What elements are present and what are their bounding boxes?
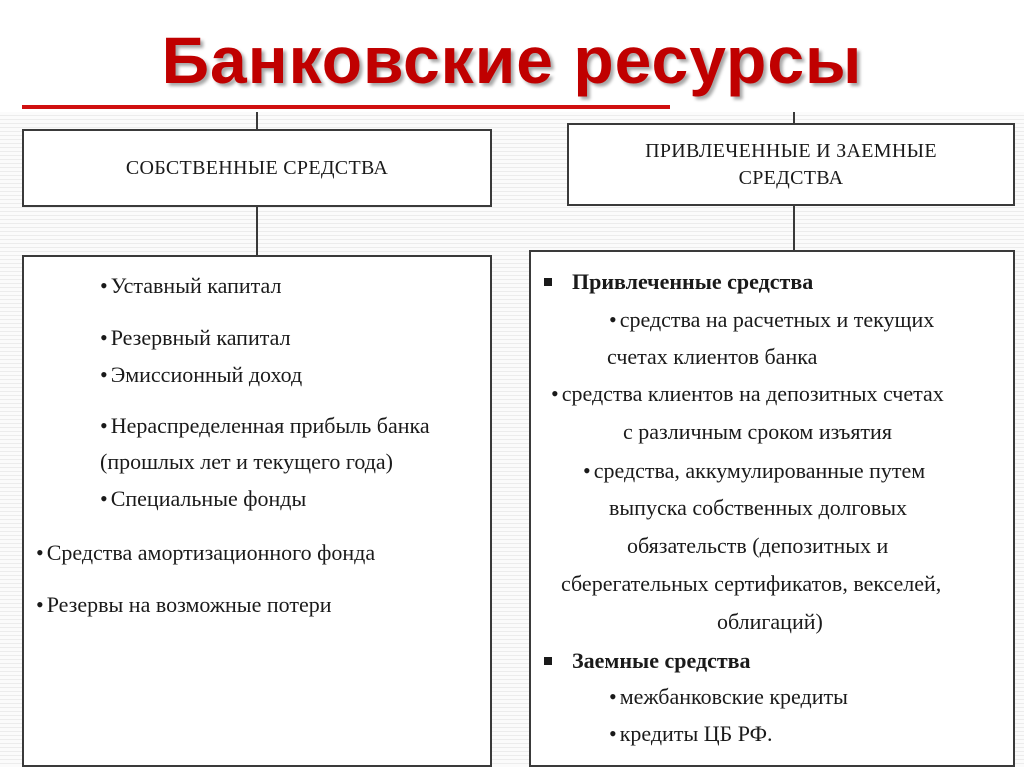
diagram — [0, 112, 1024, 767]
title-underline — [22, 105, 670, 109]
borrowed-funds-list — [529, 250, 1015, 767]
list-item-continuation: выпуска собственных долговых — [609, 495, 908, 520]
own-funds-header-label: СОБСТВЕННЫЕ СРЕДСТВА — [125, 156, 389, 179]
own-funds-list — [22, 255, 492, 767]
borrowed-funds-header — [567, 123, 1015, 206]
list-item: • межбанковские кредиты — [609, 684, 848, 709]
left-mid-connector — [256, 207, 258, 255]
section-heading: Заемные средства — [544, 648, 751, 674]
list-item: • средства клиентов на депозитных счетах — [551, 381, 944, 406]
list-item: • Резервный капитал — [100, 325, 291, 350]
list-item: • Нераспределенная прибыль банка — [100, 413, 430, 438]
list-item: • Специальные фонды — [100, 486, 307, 511]
right-top-connector — [793, 112, 795, 123]
own-funds-header — [22, 129, 492, 207]
section-heading: Привлеченные средства — [544, 269, 813, 295]
right-mid-connector — [793, 206, 795, 250]
list-item-continuation: обязательств (депозитных и — [627, 533, 889, 558]
list-item-continuation: облигаций) — [717, 609, 823, 634]
list-item: • кредиты ЦБ РФ. — [609, 721, 773, 746]
list-item: • Уставный капитал — [100, 273, 282, 298]
square-bullet-icon — [544, 657, 552, 665]
left-top-connector — [256, 112, 258, 130]
borrowed-funds-header-line2: СРЕДСТВА — [738, 166, 844, 189]
list-item: • средства на расчетных и текущих — [609, 307, 935, 332]
list-item-continuation: сберегательных сертификатов, векселей, — [561, 571, 942, 596]
square-bullet-icon — [544, 278, 552, 286]
list-item-continuation: счетах клиентов банка — [607, 344, 818, 369]
list-item-continuation: (прошлых лет и текущего года) — [100, 449, 393, 474]
list-item: • Эмиссионный доход — [100, 362, 303, 387]
slide-title: Банковские ресурсы — [161, 23, 863, 97]
list-item-continuation: с различным сроком изъятия — [623, 419, 892, 444]
list-item: • Резервы на возможные потери — [36, 592, 332, 617]
list-item: • средства, аккумулированные путем — [583, 458, 926, 483]
borrowed-funds-header-line1: ПРИВЛЕЧЕННЫЕ И ЗАЕМНЫЕ — [645, 139, 937, 162]
list-item: • Средства амортизационного фонда — [36, 540, 376, 565]
